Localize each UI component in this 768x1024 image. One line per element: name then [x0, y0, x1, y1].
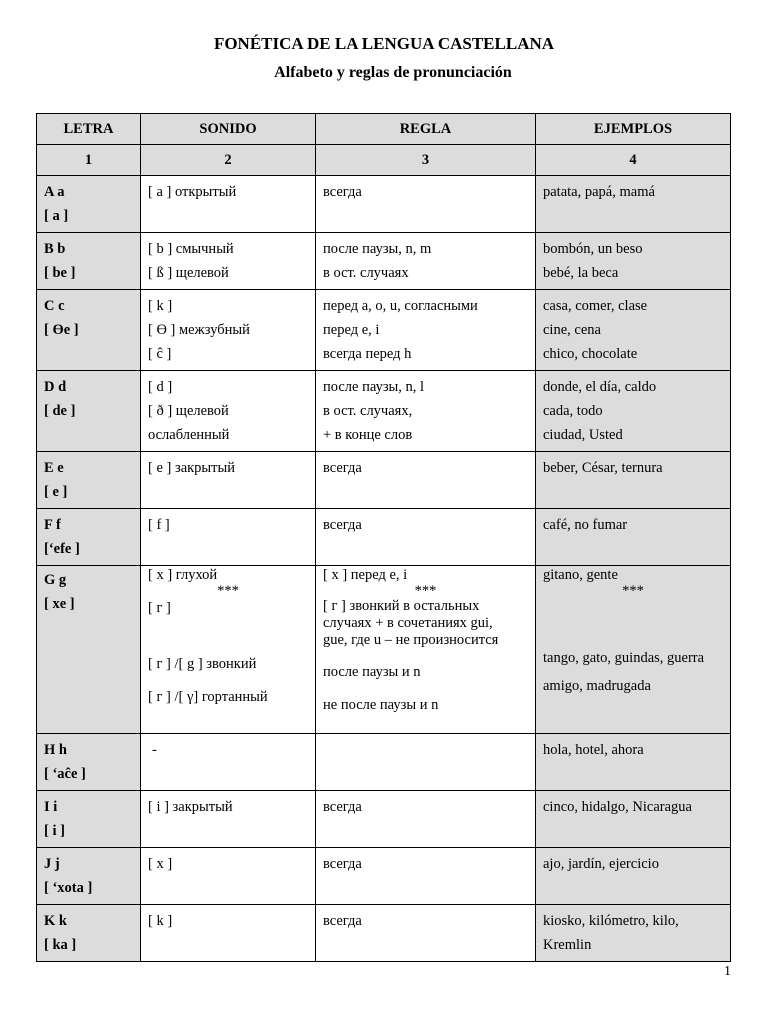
column-number: 4 — [536, 145, 731, 176]
ejemplos-cell — [536, 848, 731, 905]
letter: F f — [44, 517, 61, 533]
sound: [ г ] /[ g ] звонкий — [148, 656, 257, 672]
letter-name: [ ‘aĉe ] — [44, 766, 86, 782]
rule: всегда — [323, 517, 362, 533]
sound: [ b ] смычный — [148, 241, 234, 257]
header-ejemplos: EJEMPLOS — [536, 114, 731, 145]
sound: [ e ] закрытый — [148, 460, 236, 476]
letter: B b — [44, 241, 66, 257]
sound: [ ĉ ] — [148, 346, 172, 362]
sound: [ Ɵ ] межзубный — [148, 322, 250, 338]
letter-name: [ e ] — [44, 484, 68, 500]
regla-cell — [316, 233, 536, 290]
letter-name: [ xe ] — [44, 596, 75, 612]
rule: + в конце слов — [323, 427, 413, 443]
example: gitano, gente — [543, 567, 618, 583]
example: beber, César, ternura — [543, 460, 663, 476]
table-row — [37, 905, 731, 962]
ejemplos-cell — [536, 233, 731, 290]
table-row — [37, 791, 731, 848]
ejemplos-cell — [536, 905, 731, 962]
rule: перед a, o, u, согласными — [323, 298, 478, 314]
regla-cell — [316, 509, 536, 566]
sonido-cell — [141, 509, 316, 566]
example: tango, gato, guindas, guerra — [543, 650, 705, 666]
regla-cell — [316, 371, 536, 452]
example: Kremlin — [543, 937, 592, 953]
rule: после паузы и n — [323, 664, 421, 680]
column-number: 2 — [141, 145, 316, 176]
letra-cell — [37, 371, 141, 452]
letter: D d — [44, 379, 67, 395]
rule: в ост. случаях, — [323, 403, 413, 419]
letra-cell — [37, 848, 141, 905]
letter-name: [ be ] — [44, 265, 76, 281]
table-row — [37, 509, 731, 566]
letra-cell — [37, 905, 141, 962]
rule: всегда перед h — [323, 346, 412, 362]
letra-cell — [37, 176, 141, 233]
ejemplos-cell — [536, 509, 731, 566]
letra-cell — [37, 452, 141, 509]
letter: H h — [44, 742, 67, 758]
rule: всегда — [323, 856, 362, 872]
letter-name: [ a ] — [44, 208, 69, 224]
letter-name: [ ‘xota ] — [44, 880, 93, 896]
example: casa, comer, clase — [543, 298, 648, 314]
separator-stars: *** — [622, 583, 644, 599]
table-number-row — [37, 145, 731, 176]
sonido-cell — [141, 566, 316, 734]
letter-name: [‘efe ] — [44, 541, 80, 557]
sound: ослабленный — [148, 427, 230, 443]
rule: всегда — [323, 184, 362, 200]
letter: K k — [44, 913, 67, 929]
regla-cell — [316, 566, 536, 734]
sound: [ г ] /[ γ] гортанный — [148, 689, 268, 705]
rule: [ г ] звонкий в остальных — [323, 598, 480, 614]
letra-cell — [37, 791, 141, 848]
sound: [ k ] — [148, 298, 173, 314]
sonido-cell — [141, 734, 316, 791]
phonetics-table — [36, 113, 731, 962]
rule: всегда — [323, 460, 362, 476]
ejemplos-cell — [536, 371, 731, 452]
table-row — [37, 371, 731, 452]
letter-name: [ Ɵe ] — [44, 322, 79, 338]
sound: [ k ] — [148, 913, 173, 929]
letra-cell — [37, 734, 141, 791]
rule: перед e, i — [323, 322, 380, 338]
rule: в ост. случаях — [323, 265, 409, 281]
sound: [ г ] — [148, 600, 171, 616]
page-number: 1 — [724, 964, 731, 979]
example: bebé, la beca — [543, 265, 619, 281]
sonido-cell — [141, 452, 316, 509]
table-row — [37, 233, 731, 290]
example: cada, todo — [543, 403, 603, 419]
regla-cell — [316, 290, 536, 371]
rule: случаях + в сочетаниях gui, — [323, 615, 493, 631]
sound: [ a ] открытый — [148, 184, 237, 200]
sound: [ i ] закрытый — [148, 799, 233, 815]
example: amigo, madrugada — [543, 678, 651, 694]
table-header-row — [37, 114, 731, 145]
letter: C c — [44, 298, 65, 314]
table-row — [37, 566, 731, 734]
example: cine, cena — [543, 322, 601, 338]
regla-cell — [316, 452, 536, 509]
regla-cell — [316, 734, 536, 791]
example: kiosko, kilómetro, kilo, — [543, 913, 679, 929]
letter: I i — [44, 799, 58, 815]
letter: J j — [44, 856, 60, 872]
header-sonido: SONIDO — [141, 114, 316, 145]
sonido-cell — [141, 371, 316, 452]
sonido-cell — [141, 290, 316, 371]
table-row — [37, 452, 731, 509]
regla-cell — [316, 905, 536, 962]
header-regla: REGLA — [316, 114, 536, 145]
separator-stars: *** — [414, 583, 437, 599]
sonido-cell — [141, 848, 316, 905]
regla-cell — [316, 848, 536, 905]
letra-cell — [37, 566, 141, 734]
ejemplos-cell — [536, 734, 731, 791]
letra-cell — [37, 509, 141, 566]
regla-cell — [316, 176, 536, 233]
regla-cell — [316, 791, 536, 848]
sound: [ ð ] щелевой — [148, 403, 229, 419]
letter-name: [ ka ] — [44, 937, 77, 953]
table-row — [37, 290, 731, 371]
rule: не после паузы и n — [323, 697, 439, 713]
column-number: 3 — [316, 145, 536, 176]
letter: A a — [44, 184, 65, 200]
ejemplos-cell — [536, 176, 731, 233]
example: ajo, jardín, ejercicio — [543, 856, 659, 872]
letra-cell — [37, 233, 141, 290]
sound: - — [152, 742, 157, 758]
ejemplos-cell — [536, 290, 731, 371]
example: cinco, hidalgo, Nicaragua — [543, 799, 692, 815]
ejemplos-cell — [536, 566, 731, 734]
ejemplos-cell — [536, 791, 731, 848]
example: hola, hotel, ahora — [543, 742, 644, 758]
example: bombón, un beso — [543, 241, 643, 257]
ejemplos-cell — [536, 452, 731, 509]
document-subtitle: Alfabeto y reglas de pronunciación — [274, 64, 512, 81]
rule: gue, где u – не произносится — [323, 632, 499, 648]
rule: [ x ] перед e, i — [323, 567, 408, 583]
sonido-cell — [141, 233, 316, 290]
rule: после паузы, n, l — [323, 379, 425, 395]
document-title: FONÉTICA DE LA LENGUA CASTELLANA — [213, 34, 555, 53]
example: ciudad, Usted — [543, 427, 623, 443]
sound: [ x ] — [148, 856, 173, 872]
letter: G g — [44, 572, 67, 588]
sound: [ x ] глухой — [148, 567, 218, 583]
letter-name: [ de ] — [44, 403, 76, 419]
example: café, no fumar — [543, 517, 628, 533]
letter: E e — [44, 460, 64, 476]
example: patata, papá, mamá — [543, 184, 655, 200]
letter-name: [ i ] — [44, 823, 65, 839]
table-row — [37, 734, 731, 791]
table-row — [37, 848, 731, 905]
example: chico, chocolate — [543, 346, 638, 362]
rule: всегда — [323, 913, 362, 929]
example: donde, el día, caldo — [543, 379, 657, 395]
rule: всегда — [323, 799, 362, 815]
header-letra: LETRA — [37, 114, 141, 145]
table-row — [37, 176, 731, 233]
sonido-cell — [141, 905, 316, 962]
separator-stars: *** — [217, 583, 239, 599]
column-number: 1 — [37, 145, 141, 176]
sonido-cell — [141, 176, 316, 233]
sound: [ f ] — [148, 517, 170, 533]
sound: [ d ] — [148, 379, 173, 395]
rule: после паузы, n, m — [323, 241, 432, 257]
sound: [ ß ] щелевой — [148, 265, 229, 281]
sonido-cell — [141, 791, 316, 848]
letra-cell — [37, 290, 141, 371]
